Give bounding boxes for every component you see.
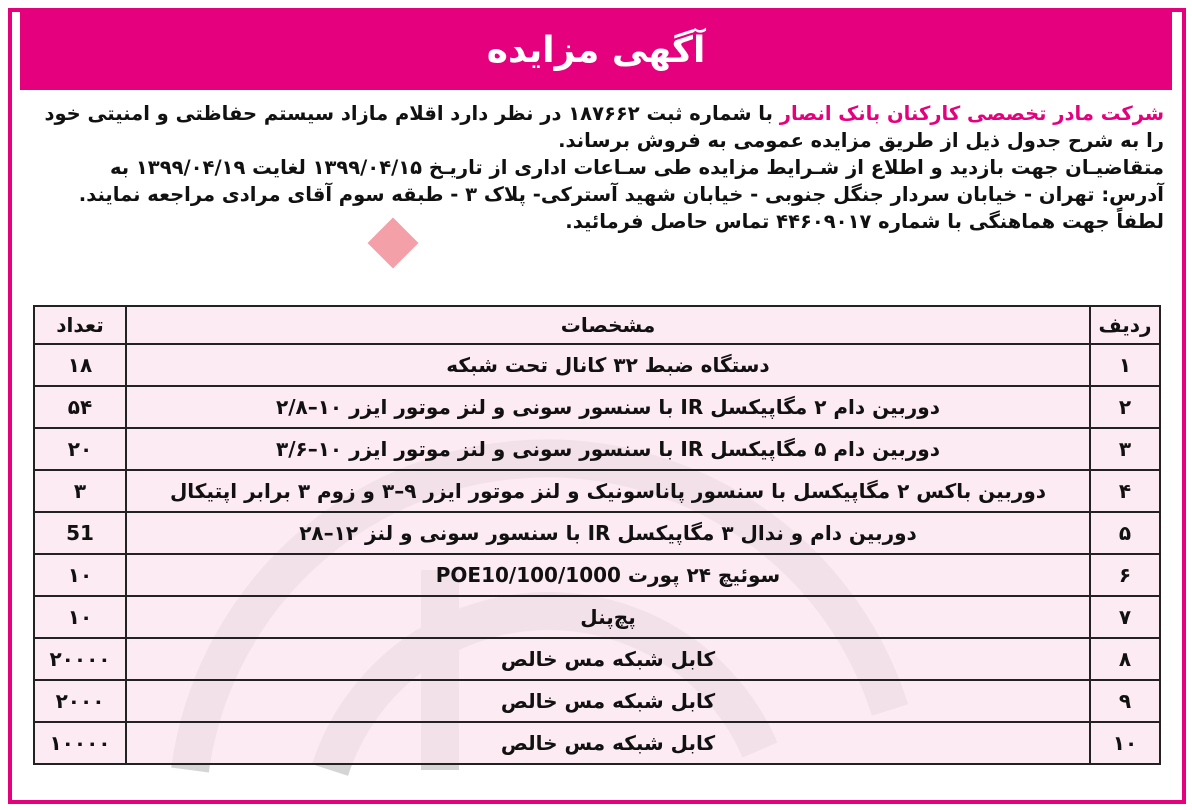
cell-spec: کابل شبکه مس خالص (126, 638, 1090, 680)
cell-qty: ۱۰ (34, 596, 126, 638)
table-row (34, 680, 1160, 722)
intro-line-1: با شماره ثبت ۱۸۷۶۶۲ در نظر دارد اقلام مازاد سیستم حفاظتی و امنیتی خود (44, 102, 780, 125)
cell-index: ۷ (1090, 596, 1160, 638)
cell-qty: ۱۸ (34, 344, 126, 386)
cell-index: ۹ (1090, 680, 1160, 722)
header-banner (20, 10, 1172, 90)
cell-index: ۳ (1090, 428, 1160, 470)
cell-index: ۸ (1090, 638, 1160, 680)
cell-index: ۲ (1090, 386, 1160, 428)
table-row (34, 344, 1160, 386)
intro-line-5: لطفاً جهت هماهنگی با شماره ۴۴۶۰۹۰۱۷ تماس حاصل فرمائید. (565, 210, 1164, 233)
cell-qty: ۳ (34, 470, 126, 512)
table-row (34, 596, 1160, 638)
cell-index: ۵ (1090, 512, 1160, 554)
table-row (34, 386, 1160, 428)
cell-spec: سوئیچ ۲۴ پورت POE10/100/1000 (126, 554, 1090, 596)
cell-qty: ۲۰۰۰۰ (34, 638, 126, 680)
header-spec: مشخصات (126, 306, 1090, 344)
table-row (34, 722, 1160, 764)
cell-index: ۱ (1090, 344, 1160, 386)
cell-index: ۶ (1090, 554, 1160, 596)
page-title: آگهی مزایده (486, 29, 706, 71)
intro-line-3: متقاضیـان جهت بازدید و اطلاع از شـرایط مزایده طی سـاعات اداری از تاریـخ ۱۳۹۹/۰۴/۱۵ لغایت ۱۳۹۹/۰۴/۱۹ به (109, 156, 1164, 179)
cell-qty: ۵۴ (34, 386, 126, 428)
intro-line-2: را به شرح جدول ذیل از طریق مزایده عمومی به فروش برساند. (558, 129, 1164, 152)
cell-spec: دوربین دام ۵ مگاپیکسل IR با سنسور سونی و لنز موتور ایزر ۱۰–۳/۶ (126, 428, 1090, 470)
company-name: شرکت مادر تخصصی کارکنان بانک انصار (779, 102, 1164, 125)
table-row (34, 554, 1160, 596)
table-row (34, 512, 1160, 554)
cell-spec: دستگاه ضبط ۳۲ کانال تحت شبکه (126, 344, 1090, 386)
cell-spec: کابل شبکه مس خالص (126, 722, 1090, 764)
table-row (34, 470, 1160, 512)
cell-spec: دوربین دام ۲ مگاپیکسل IR با سنسور سونی و لنز موتور ایزر ۱۰–۲/۸ (126, 386, 1090, 428)
cell-qty: ۱۰ (34, 554, 126, 596)
cell-spec: پچ‌پنل (126, 596, 1090, 638)
cell-index: ۱۰ (1090, 722, 1160, 764)
intro-line-4: آدرس: تهران - خیابان سردار جنگل جنوبی - خیابان شهید آسترکی- پلاک ۳ - طبقه سوم آقای مرادی مراجعه نمایند. (78, 183, 1164, 206)
cell-spec: کابل شبکه مس خالص (126, 680, 1090, 722)
intro-paragraph (28, 100, 1164, 235)
header-qty: تعداد (34, 306, 126, 344)
header-index: ردیف (1090, 306, 1160, 344)
cell-qty: 51 (34, 512, 126, 554)
cell-spec: دوربین باکس ۲ مگاپیکسل با سنسور پاناسونیک و لنز موتور ایزر ۹–۳ و زوم ۳ برابر اپتیکال (126, 470, 1090, 512)
cell-qty: ۱۰۰۰۰ (34, 722, 126, 764)
cell-index: ۴ (1090, 470, 1160, 512)
cell-qty: ۲۰۰۰ (34, 680, 126, 722)
cell-qty: ۲۰ (34, 428, 126, 470)
table-row (34, 638, 1160, 680)
table-row (34, 428, 1160, 470)
items-table (33, 305, 1161, 765)
table-header-row (34, 306, 1160, 344)
cell-spec: دوربین دام و ندال ۳ مگاپیکسل IR با سنسور سونی و لنز ۱۲–۲۸ (126, 512, 1090, 554)
